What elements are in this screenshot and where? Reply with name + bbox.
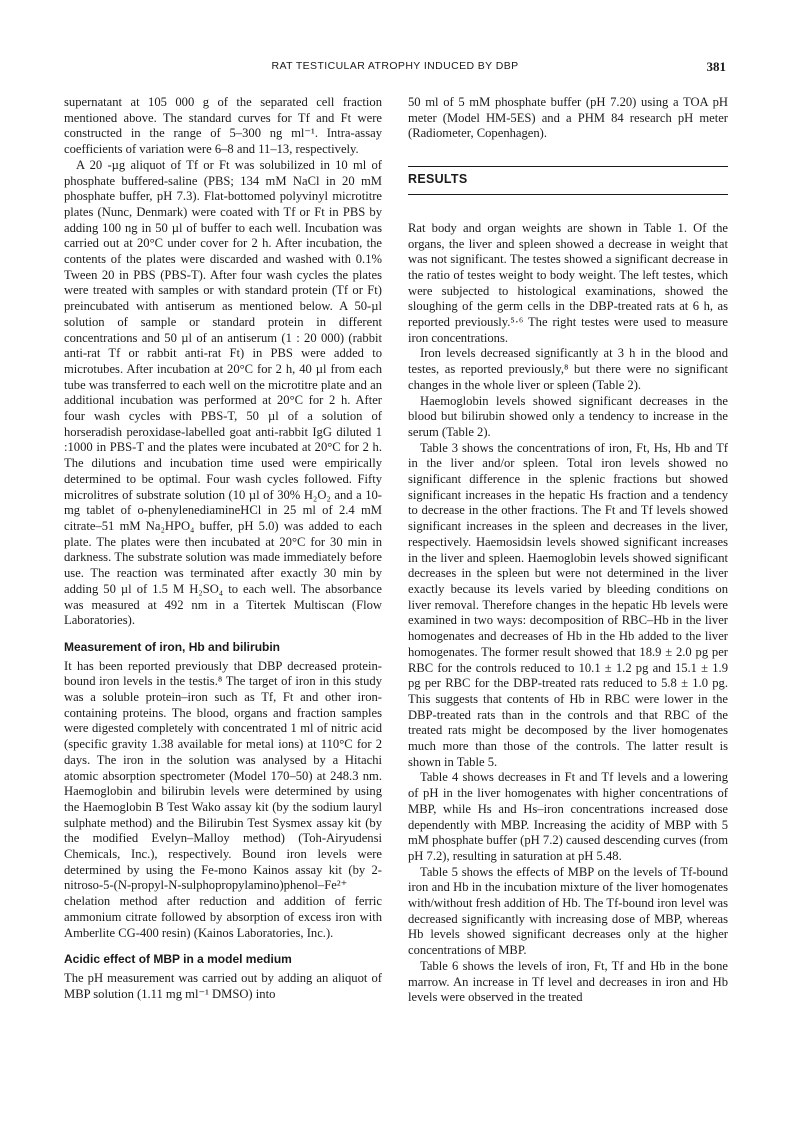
paragraph: Table 4 shows decreases in Ft and Tf levels and a lowering of pH in the liver homogenates with higher concentrations of MBP, while Hs and Hs–iron concentrations increased dose dependently with MBP. Increasing the acidity of MBP with 5 mM phosphate buffer (pH 7.2) caused descending curves (from pH 7.2), resulting in saturation at pH 5.48.: [408, 770, 728, 863]
paragraph: It has been reported previously that DBP decreased protein-bound iron levels in the testis.⁸ The target of iron in this study was a soluble protein–iron such as Tf, Ft and other iron-containing proteins. The blood, organs and fraction samples were digested completely with concentrated 1 ml of nitric acid (specific gravity 1.38 available for metal ions) at 110°C for 2 days. The iron in the solution was analysed by a Hitachi atomic absorption spectrometer (Model 170–50) at 248.3 nm. Haemoglobin and bilirubin levels were determined by using the Haemoglobin B Test Wako assay kit (by the sodium lauryl sulphate method) and the Bilirubin Test Sysmex assay kit (by the modified Evelyn–Malloy method) (Toh-Airyudensi Chemicals, Inc.), respectively. Bound iron levels were determined by using the Fe-mono Kainos assay kit (by 2-nitroso-5-(N-propyl-N-sulphopropylamino)phenol–Fe²⁺ chelation method after reduction and addition of ferric ammonium citrate followed by absorption of excess iron with Amberlite CG-400 resin) (Kainos Laboratories, Inc.).: [64, 658, 382, 940]
paragraph: Table 6 shows the levels of iron, Ft, Tf and Hb in the bone marrow. An increase in Tf level and decreases in iron and Hb levels were observed in the treated: [408, 958, 728, 1005]
paragraph: Table 3 shows the concentrations of iron, Ft, Hs, Hb and Tf in the liver and/or spleen. Total iron levels showed no significant difference in the splenic fractions but showed significant increases in the hepatic Hs fraction and a tendency to decrease in the other fractions. The Ft and Tf levels showed significant increases in the spleen and decreases in the liver, respectively. Haemosidsin levels showed significant increases in the liver and spleen. Haemoglobin levels showed significant decreases in the spleen but were not determined in the liver exactly because its levels varied by bleeding conditions on liver removal. Therefore changes in the hepatic Hb levels were examined in two ways: decomposition of RBC–Hb in the liver homogenates and decreases of Hb in the Hb added to the liver homogenates. The former result showed that 18.9 ± 2.0 pg per RBC for the controls reduced to 10.1 ± 1.2 pg and 15.1 ± 1.9 pg per RBC for the DBP-treated rats reduced to 5.8 ± 1.0 pg. This suggests that contents of Hb in RBC were lower in the DBP-treated rats than in the controls and that RBC of the treated rats might be decomposed by the liver homogenates much more than those of the controls. The latter result is shown in Table 5.: [408, 440, 728, 769]
page-number: 381: [706, 59, 726, 74]
running-title: RAT TESTICULAR ATROPHY INDUCED BY DBP: [271, 60, 519, 72]
section-heading-acidic: Acidic effect of MBP in a model medium: [64, 952, 292, 967]
paragraph: The pH measurement was carried out by adding an aliquot of MBP solution (1.11 mg ml⁻¹ DMSO) into: [64, 970, 382, 1001]
paragraph: A 20 -µg aliquot of Tf or Ft was solubilized in 10 ml of phosphate buffered-saline (PBS; 134 mM NaCl in 20 mM phosphate buffer, pH 7.3). Flat-bottomed polyvinyl microtitre plates (Nunc, Denmark) were coated with Tf or Ft in PBS by adding 100 ng in 50 µl of buffer to each well. Incubation was carried out at 20°C under cover for 2 h. After incubation, the contents of the plates were discarded and washed with 0.1% Tween 20 in PBS (PBS-T). After four wash cycles the plates were treated with samples or with standard protein (Tf or Ft) preincubated with antiserum as mentioned below. A 50-µl solution of sample or standard protein in different concentrations and 50 µl of an antiserum (1 : 20 000) (rabbit anti-rat Tf or rabbit anti-rat Ft) in PBS were added to microtubes. After incubation at 20°C for 2 h, 40 µl from each tube was transferred to each well on the microtitre plate and an additional incubation was performed at 20°C for 2 h. After four wash cycles with PBS-T, 50 µl of a solution of horseradish peroxidase-labelled goat anti-rabbit IgG diluted 1 :1000 in PBS-T and the plates were incubated at 20°C for 2 h. The dilutions and incubation time used were empirically determined to be optimal. Four wash cycles followed. Fifty microlitres of substrate solution (10 µl of 30% H₂O₂ and a 10-mg tablet of o-phenylenediamineHCl in 25 ml of 2.4 mM citrate–51 mM Na₂HPO₄ buffer, pH 5.0) was added to each plate. The plates were then incubated at 20°C for 30 min in darkness. The substrate solution was made immediately before use. The reaction was terminated after exactly 30 min by adding 50 µl of 1.5 M H₂SO₄ to each well. The absorbance was measured at 492 nm in a Titertek Multiscan (Flow Laboratories).: [64, 157, 382, 628]
paragraph: 50 ml of 5 mM phosphate buffer (pH 7.20) using a TOA pH meter (Model HM-5ES) and a PHM 84 research pH meter (Radiometer, Copenhagen).: [408, 95, 728, 141]
paragraph: Iron levels decreased significantly at 3 h in the blood and testes, as reported previously,⁸ but there were no significant changes in the whole liver or spleen (Table 2).: [408, 346, 728, 392]
running-header: [64, 60, 726, 80]
right-column: [408, 95, 728, 1006]
results-heading: RESULTS: [408, 172, 468, 187]
results-heading-box: [408, 166, 728, 195]
left-column: [64, 95, 382, 1002]
paragraph: Haemoglobin levels showed significant decreases in the blood but bilirubin showed only a tendency to increase in the serum (Table 2).: [408, 393, 728, 439]
paragraph: Table 5 shows the effects of MBP on the levels of Tf-bound iron and Hb in the incubation mixture of the liver homogenates with/without fresh addition of Hb. The Tf-bound iron level was decreased significantly with increasing dose of MBP, whereas Hb levels showed significant decreases only at the higher concentrations of MBP.: [408, 864, 728, 958]
paragraph: supernatant at 105 000 g of the separated cell fraction mentioned above. The standard curves for Tf and Ft were constructed in the range of 5–300 ng ml⁻¹. Intra-assay coefficients of variation were 6–8 and 11–13, respectively.: [64, 95, 382, 157]
paragraph: Rat body and organ weights are shown in Table 1. Of the organs, the liver and spleen showed a decrease in weight that was not significant. The testes showed a significant decrease in the ratio of testes weight to body weight. The left testes, which were subjected to histological examinations, showed the sloughing of the germ cells in the DBP-treated rats at 6 h, as reported previously.⁵·⁶ The right testes were used to measure iron concentrations.: [408, 220, 728, 345]
section-heading-iron: Measurement of iron, Hb and bilirubin: [64, 639, 281, 654]
